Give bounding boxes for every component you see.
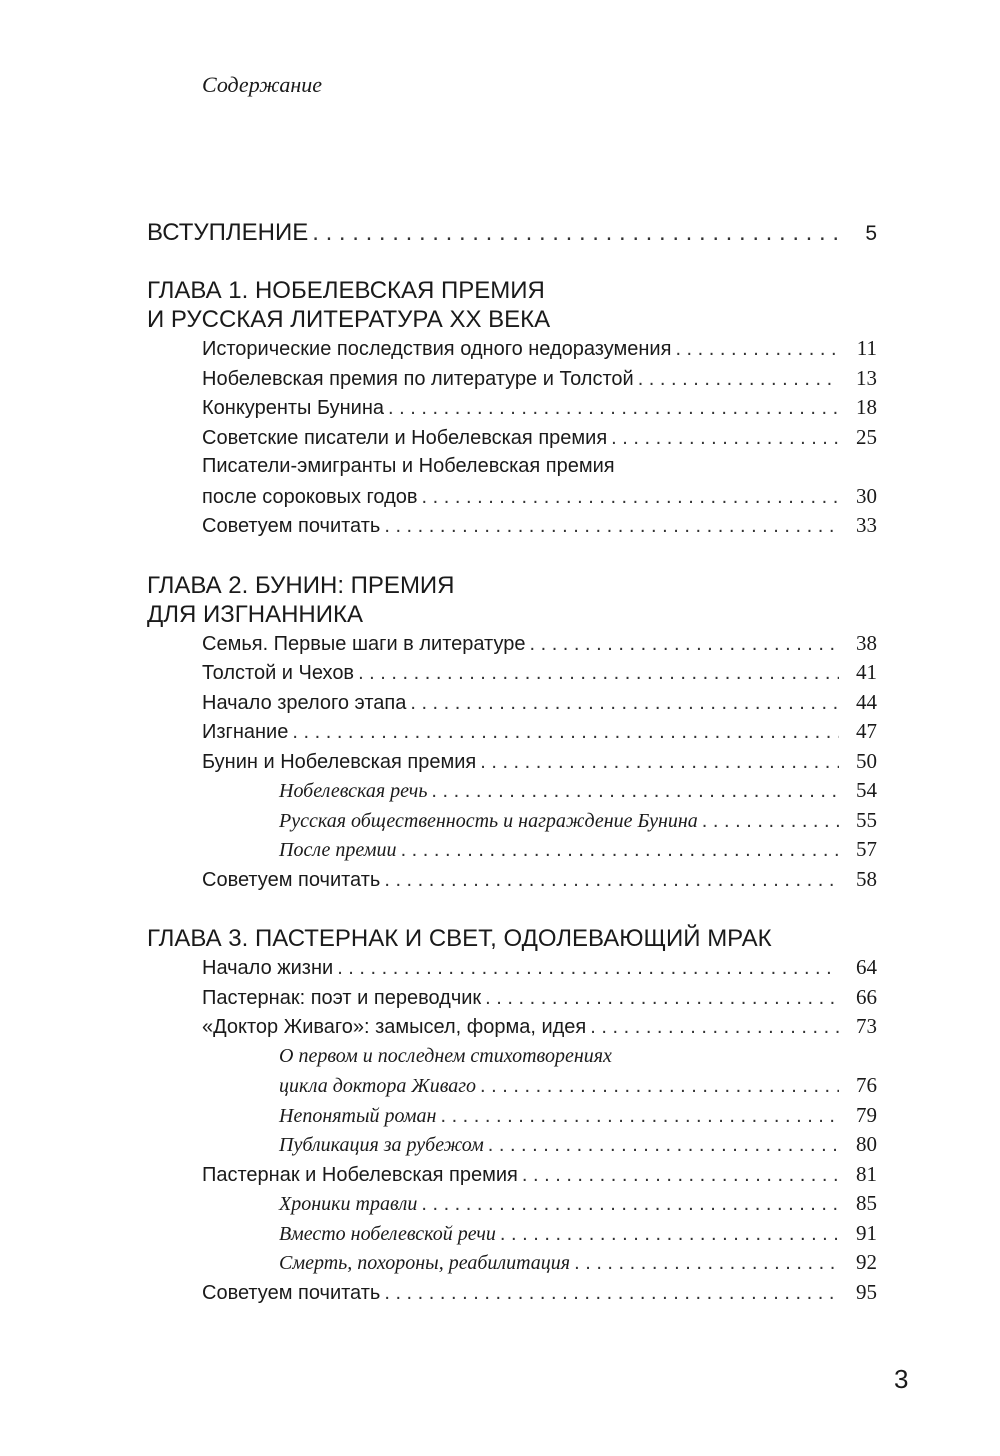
toc-entry-page: 64 [856,955,877,979]
dot-leader [440,1102,839,1132]
toc-entry-title: Начало зрелого этапа [202,691,407,714]
toc-subentry[interactable] [147,1101,877,1131]
toc-subentry[interactable] [147,1219,877,1249]
dot-leader [480,748,839,778]
toc-entry[interactable] [147,1160,877,1190]
dot-leader [358,659,839,689]
toc-entry-page: 91 [856,1220,877,1245]
toc-entry[interactable] [147,1278,877,1308]
toc-entry-title: Пастернак: поэт и переводчик [202,986,482,1009]
toc-entry-title: цикла доктора Живаго [279,1075,477,1097]
chapter-heading-line: ГЛАВА 1. НОБЕЛЕВСКАЯ ПРЕМИЯ [147,277,545,304]
toc-entry-page: 85 [856,1191,877,1215]
dot-leader [529,630,839,660]
dot-leader [485,984,839,1014]
chapter-heading-line: ГЛАВА 3. ПАСТЕРНАК И СВЕТ, ОДОЛЕВАЮЩИЙ МРАК [147,925,772,952]
running-head: Содержание [202,72,323,97]
dot-leader [574,1249,839,1279]
toc-entry-page: 73 [856,1014,877,1038]
dot-leader [384,512,839,542]
chapter-heading-line: И РУССКАЯ ЛИТЕРАТУРА XX ВЕКА [147,306,551,333]
toc-entry-page: 25 [856,424,877,449]
toc-entry-title: ВСТУПЛЕНИЕ [147,219,309,246]
toc-entry-page: 44 [856,689,877,714]
toc-entry-title: после сороковых годов [202,485,418,508]
toc-entry-page: 50 [856,748,877,773]
dot-leader [401,836,839,866]
toc-entry-title: Советуем почитать [202,868,381,891]
toc-subentry[interactable] [147,776,877,806]
toc-entry-page: 80 [856,1132,877,1156]
dot-leader [590,1013,839,1043]
toc-entry-title: Советуем почитать [202,1281,381,1304]
toc-entry-page: 33 [856,513,877,537]
dot-leader [488,1131,839,1161]
page-number: 3 [894,1364,909,1394]
toc-entry-title: Семья. Первые шаги в литературе [202,632,526,655]
toc-subentry[interactable] [147,1248,877,1278]
toc-entry-page: 55 [856,807,877,832]
toc-entry-page: 95 [856,1279,877,1304]
toc-entry-title: Советские писатели и Нобелевская премия [202,426,608,449]
toc-entry-page: 38 [856,630,877,655]
toc-entry-page: 30 [856,483,877,508]
dot-leader [410,689,839,719]
toc-subentry[interactable] [147,806,877,836]
dot-leader [611,424,839,454]
toc-subentry-title-line[interactable]: О первом и последнем стихотворениях [279,1044,612,1067]
toc-entry-page: 47 [856,719,877,743]
toc-entry-page: 11 [856,336,877,360]
dot-leader [500,1220,839,1250]
toc-entry[interactable] [147,953,877,983]
dot-leader [675,335,839,365]
dot-leader [312,218,839,248]
toc-entry[interactable] [147,482,877,512]
chapter-1-heading[interactable] [147,276,877,334]
dot-leader [702,807,839,837]
toc-entry[interactable] [147,747,877,777]
toc-entry-page: 5 [865,222,877,245]
dot-leader [337,954,839,984]
table-of-contents [147,218,877,1307]
toc-entry[interactable] [147,658,877,688]
toc-entry-page: 76 [856,1073,877,1097]
toc-entry-title: Хроники травли [279,1193,418,1215]
toc-entry[interactable] [147,865,877,895]
toc-entry-page: 54 [856,778,877,802]
toc-entry[interactable] [147,423,877,453]
toc-entry[interactable] [147,393,877,423]
toc-entry-title: Начало жизни [202,957,334,979]
toc-entry-page: 13 [856,365,877,390]
chapter-2-heading[interactable] [147,571,877,629]
toc-subentry[interactable] [147,1189,877,1219]
toc-entry-title: Изгнание [202,721,289,743]
toc-entry-title: Толстой и Чехов [202,662,355,684]
toc-entry-title: Непонятый роман [279,1104,437,1127]
dot-leader [292,718,839,748]
toc-entry-title: Конкуренты Бунина [202,397,385,419]
toc-entry-intro[interactable] [147,218,877,248]
toc-entry-page: 41 [856,660,877,684]
toc-entry-page: 81 [856,1161,877,1186]
toc-entry[interactable] [147,629,877,659]
toc-entry-page: 58 [856,866,877,891]
toc-entry-title-line[interactable]: Писатели-эмигранты и Нобелевская премия [202,455,615,477]
toc-subentry[interactable] [147,1071,877,1101]
toc-entry[interactable] [147,688,877,718]
toc-subentry[interactable] [147,835,877,865]
toc-entry-title: «Доктор Живаго»: замысел, форма, идея [202,1016,587,1038]
toc-entry[interactable] [147,511,877,541]
dot-leader [384,1279,839,1309]
toc-entry[interactable] [147,364,877,394]
chapter-heading-line: ДЛЯ ИЗГНАННИКА [147,600,363,628]
toc-entry-title: Публикация за рубежом [279,1134,484,1156]
toc-entry-page: 18 [856,395,877,419]
toc-subentry[interactable] [147,1130,877,1160]
toc-entry-page: 66 [856,984,877,1009]
dot-leader [638,365,839,395]
dot-leader [522,1161,839,1191]
dot-leader [480,1072,839,1102]
toc-entry-title: Исторические последствия одного недоразумения [202,338,672,360]
dot-leader [384,866,839,896]
dot-leader [388,394,839,424]
toc-entry-title: Пастернак и Нобелевская премия [202,1163,518,1186]
chapter-3-heading[interactable] [147,924,877,953]
toc-entry[interactable] [147,717,877,747]
dot-leader [421,1190,839,1220]
toc-entry-page: 57 [856,837,877,861]
toc-entry[interactable] [147,1012,877,1042]
toc-entry-title: Вместо нобелевской речи [279,1222,496,1245]
dot-leader [431,777,839,807]
dot-leader [422,483,839,513]
toc-entry-title: Бунин и Нобелевская премия [202,750,477,773]
toc-entry[interactable] [147,334,877,364]
toc-entry-title: Нобелевская премия по литературе и Толстой [202,367,634,390]
toc-entry-title: Советуем почитать [202,515,381,537]
toc-entry-title: После премии [279,839,397,861]
toc-entry[interactable] [147,983,877,1013]
toc-entry-title: Нобелевская речь [279,780,428,802]
toc-entry-page: 79 [856,1102,877,1127]
toc-entry-title: Смерть, похороны, реабилитация [279,1252,571,1274]
toc-entry-page: 92 [856,1250,877,1274]
toc-entry-title: Русская общественность и награждение Бунина [279,809,698,832]
chapter-heading-line: ГЛАВА 2. БУНИН: ПРЕМИЯ [147,571,455,599]
